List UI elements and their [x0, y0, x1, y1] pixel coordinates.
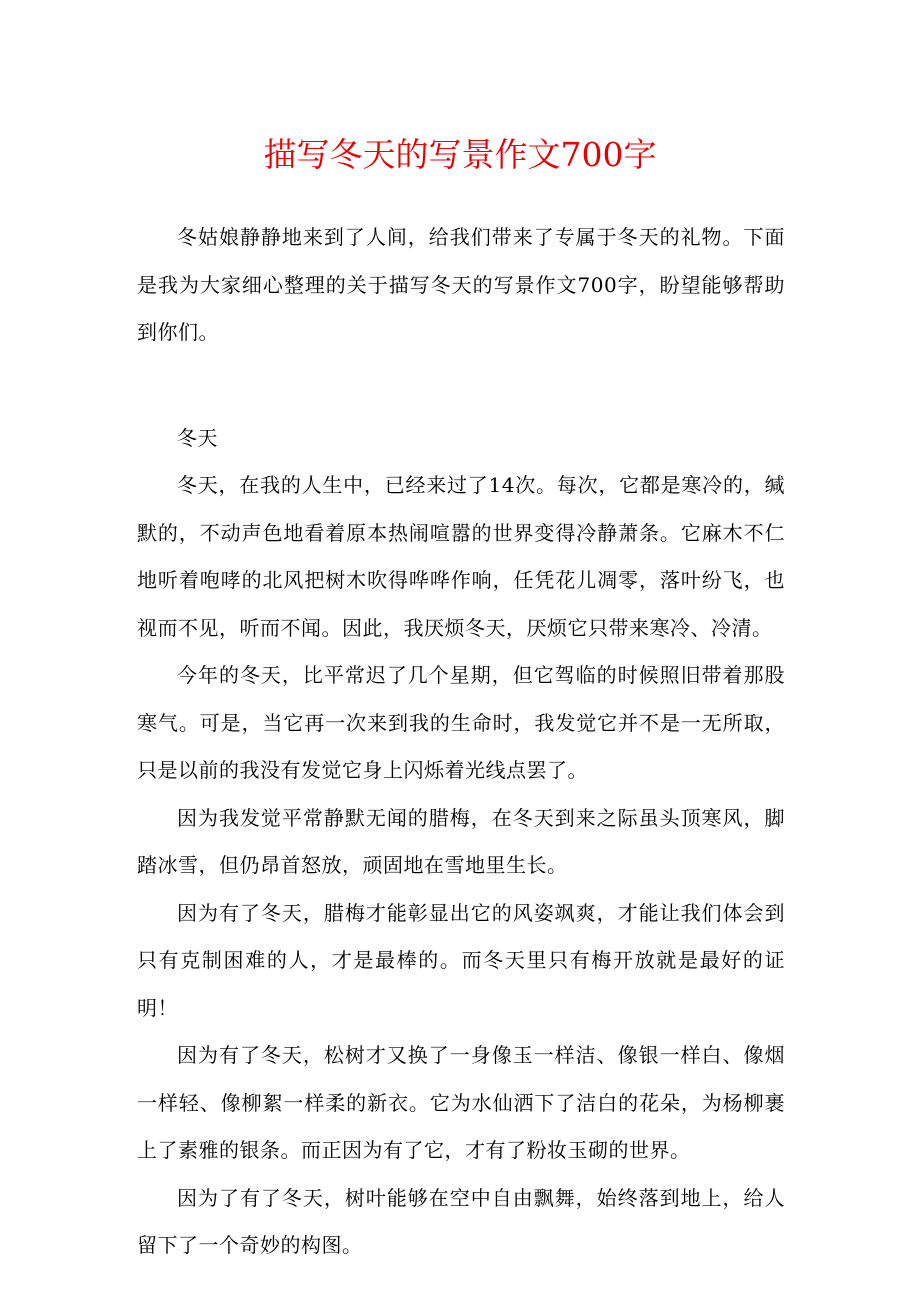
body-paragraph: 冬天，在我的人生中，已经来过了14次。每次，它都是寒冷的，缄默的，不动声色地看着原本热闹喧嚣的世界变得冷静萧条。它麻木不仁地听着咆哮的北风把树木吹得哗哗作响，任凭花儿凋零，落叶纷飞，也视而不见，听而不闻。因此，我厌烦冬天，厌烦它只带来寒冷、冷清。	[137, 473, 785, 640]
body-paragraph: 因为有了冬天，松树才又换了一身像玉一样洁、像银一样白、像烟一样轻、像柳絮一样柔的新衣。它为水仙洒下了洁白的花朵，为杨柳裹上了素雅的银条。而正因为有了它，才有了粉妆玉砌的世界。	[137, 1043, 785, 1162]
document-body	[137, 214, 785, 1270]
section-subheading: 冬天	[177, 425, 218, 450]
body-paragraph: 因为有了冬天，腊梅才能彰显出它的风姿飒爽，才能让我们体会到只有克制困难的人，才是最棒的。而冬天里只有梅开放就是最好的证明！	[137, 900, 785, 1020]
intro-paragraph: 冬姑娘静静地来到了人间，给我们带来了专属于冬天的礼物。下面是我为大家细心整理的关于描写冬天的写景作文700字，盼望能够帮助到你们。	[137, 225, 785, 344]
body-paragraph: 因为我发觉平常静默无闻的腊梅，在冬天到来之际虽头顶寒风，脚踏冰雪，但仍昂首怒放，顽固地在雪地里生长。	[137, 805, 785, 877]
body-paragraph: 今年的冬天，比平常迟了几个星期，但它驾临的时候照旧带着那股寒气。可是，当它再一次来到我的生命时，我发觉它并不是一无所取，只是以前的我没有发觉它身上闪烁着光线点罢了。	[137, 663, 785, 782]
document-title: 描写冬天的写景作文700字	[263, 135, 657, 174]
body-paragraph: 因为了有了冬天，树叶能够在空中自由飘舞，始终落到地上，给人留下了一个奇妙的构图。	[137, 1185, 785, 1257]
